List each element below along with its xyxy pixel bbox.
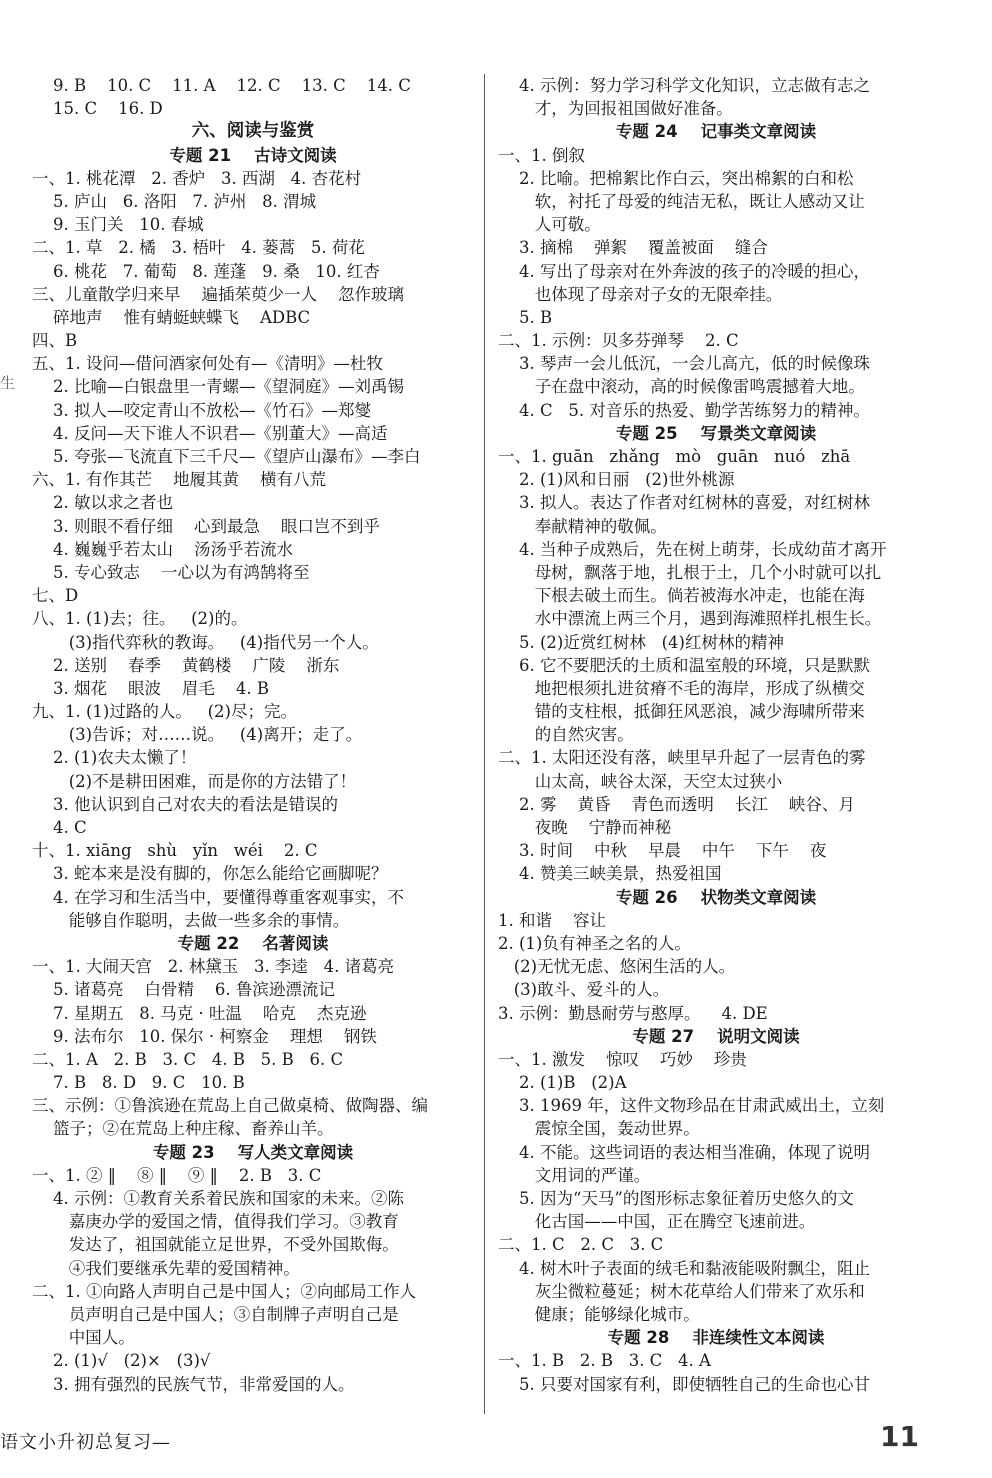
answer-line: 3. 拟人—咬定青山不放松—《竹石》—郑燮: [32, 400, 371, 420]
answer-line: 一、1. B 2. B 3. C 4. A: [498, 1351, 711, 1371]
answer-line: 4. 示例：努力学习科学文化知识，立志做有志之: [498, 76, 870, 95]
answer-line: 2. (1)B (2)A: [498, 1073, 627, 1093]
answer-line: (2)不是耕田困难，而是你的方法错了！: [32, 771, 357, 791]
answer-line: 5. (2)近赏红树林 (4)红树林的精神: [498, 632, 784, 652]
answer-line: 母树，飘落于地，扎根于土，几个小时就可以扎: [498, 562, 882, 582]
section-heading: 专题 27 说明文阅读: [632, 1026, 800, 1046]
answer-line: 3. 琴声一会儿低沉，一会儿高亢，低的时候像珠: [498, 354, 870, 374]
answer-line: 9. 玉门关 10. 春城: [32, 215, 204, 235]
answer-line: 1. 和谐 容让: [498, 910, 606, 930]
answer-line: 的自然灾害。: [498, 725, 634, 745]
answer-line: 4. 巍巍乎若太山 汤汤乎若流水: [32, 539, 293, 559]
answer-line: 4. 赞美三峡美景，热爱祖国: [498, 864, 722, 884]
answer-line: 2. 送别 春季 黄鹤楼 广陵 浙东: [32, 655, 340, 675]
answer-line: 4. 不能。这些词语的表达相当准确，体现了说明: [498, 1142, 870, 1162]
answer-line: 软，衬托了母爱的纯洁无私，既让人感动又让: [498, 191, 865, 211]
answer-line: 2. 比喻—白银盘里一青螺—《望洞庭》—刘禹锡: [32, 377, 404, 397]
answer-line: 2. 比喻。把棉絮比作白云，突出棉絮的白和松: [498, 168, 854, 188]
section-heading: 专题 28 非连续性文本阅读: [607, 1328, 825, 1348]
answer-line: 九、1. (1)过路的人。 (2)尽；完。: [32, 702, 297, 722]
answer-line: 2. 敏以求之者也: [32, 493, 173, 513]
answer-line: (2)无忧无虑、悠闲生活的人。: [498, 957, 736, 977]
answer-line: 7. B 8. D 9. C 10. B: [32, 1073, 245, 1093]
answer-line: 灰尘微粒蔓延；树木花草给人们带来了欢乐和: [498, 1281, 865, 1301]
answer-line: 嘉庚办学的爱国之情，值得我们学习。③教育: [32, 1212, 399, 1232]
margin-glyph: 生: [0, 374, 16, 392]
answer-line: 二、1. 太阳还没有落，峡里早升起了一层青色的雾: [498, 748, 866, 768]
left-column: [32, 74, 474, 1396]
answer-line: 15. C 16. D: [32, 99, 163, 119]
answer-line: 2. 雾 黄昏 青色而透明 长江 峡谷、月: [498, 794, 855, 814]
answer-line: 员声明自己是中国人；③自制牌子声明自己是: [32, 1304, 399, 1324]
answer-line: 3. 时间 中秋 早晨 中午 下午 夜: [498, 841, 827, 861]
answer-line: 4. 在学习和生活当中，要懂得尊重客观事实，不: [32, 887, 404, 907]
answer-line: 能够自作聪明，去做一些多余的事情。: [32, 910, 350, 930]
section-heading: 六、阅读与鉴赏: [191, 121, 315, 142]
answer-line: 7. 星期五 8. 马克 · 吐温 哈克 杰克逊: [32, 1003, 367, 1023]
answer-line: 十、1. xiāng shù yǐn wéi 2. C: [32, 841, 318, 861]
answer-line: 奉献精神的敬佩。: [498, 516, 667, 536]
answer-line: 4. C 5. 对音乐的热爱、勤学苦练努力的精神。: [498, 400, 870, 420]
answer-line: 七、D: [32, 586, 79, 606]
answer-line: 二、1. A 2. B 3. C 4. B 5. B 6. C: [32, 1049, 344, 1069]
answer-line: 文用词的严谨。: [498, 1165, 651, 1185]
answer-line: 四、B: [32, 331, 78, 351]
answer-line: 震惊全国，轰动世界。: [498, 1119, 700, 1139]
answer-line: 水中漂流上两三个月，遇到海滩照样扎根生长。: [498, 609, 882, 629]
answer-line: 子在盘中滚动，高的时候像雷鸣震撼着大地。: [498, 377, 865, 397]
answer-line: 2. (1)负有神圣之名的人。: [498, 933, 691, 953]
answer-line: 9. 法布尔 10. 保尔 · 柯察金 理想 钢铁: [32, 1026, 377, 1046]
page-number: 11: [880, 1420, 919, 1453]
answer-line: 发达了，祖国就能立足世界，不受外国欺侮。: [32, 1235, 399, 1255]
answer-line: 2. (1)农夫太懒了！: [32, 748, 197, 768]
answer-line: 2. (1)√ (2)× (3)√: [32, 1351, 211, 1371]
answer-line: 五、1. 设问—借问酒家何处有—《清明》—杜牧: [32, 354, 383, 374]
answer-line: 3. 蛇本来是没有脚的，你怎么能给它画脚呢？: [32, 864, 388, 884]
answer-line: 4. 写出了母亲对在外奔波的孩子的冷暖的担心，: [498, 261, 870, 281]
section-heading: 专题 21 古诗文阅读: [169, 145, 337, 165]
answer-line: 二、1. ①向路人声明自己是中国人；②向邮局工作人: [32, 1281, 416, 1301]
answer-line: ④我们要继承先辈的爱国精神。: [32, 1258, 300, 1278]
answer-line: 一、1. ② ‖ ⑧ ‖ ⑨ ‖ 2. B 3. C: [32, 1165, 322, 1185]
answer-line: 地把根须扎进贫瘠不毛的海岸，形成了纵横交: [498, 678, 865, 698]
answer-line: 3. 示例：勤恳耐劳与憨厚。 4. DE: [498, 1003, 768, 1023]
answer-line: 5. 夸张—飞流直下三千尺—《望庐山瀑布》—李白: [32, 447, 421, 466]
answer-line: 二、1. C 2. C 3. C: [498, 1235, 664, 1255]
footer-book-title: 语文小升初总复习—: [0, 1432, 171, 1453]
answer-line: 篮子；②在荒岛上种庄稼、畜养山羊。: [32, 1119, 334, 1139]
answer-line: 才，为回报祖国做好准备。: [498, 99, 733, 119]
answer-line: 2. (1)风和日丽 (2)世外桃源: [498, 470, 735, 490]
answer-line: 一、1. 倒叙: [498, 145, 585, 165]
answer-line: 中国人。: [32, 1328, 135, 1348]
right-column: [498, 74, 934, 1396]
section-heading: 专题 22 名著阅读: [177, 933, 329, 953]
answer-line: 5. 因为“天马”的图形标志象征着历史悠久的文: [498, 1189, 854, 1208]
answer-line: 4. 树木叶子表面的绒毛和黏液能吸附飘尘，阻止: [498, 1258, 870, 1278]
answer-line: 错的支柱根，抵御狂风恶浪，减少海啸所带来: [498, 702, 865, 722]
answer-line: 9. B 10. C 11. A 12. C 13. C 14. C: [32, 76, 411, 95]
answer-line: 5. 专心致志 一心以为有鸿鹄将至: [32, 562, 310, 582]
answer-line: 一、1. 激发 惊叹 巧妙 珍贵: [498, 1049, 747, 1069]
answer-line: 4. C: [32, 818, 87, 837]
answer-line: 山太高，峡谷太深，天空太过狭小: [498, 771, 783, 791]
column-divider: [484, 74, 485, 1414]
answer-line: 3. 他认识到自己对农夫的看法是错误的: [32, 794, 338, 814]
section-heading: 专题 23 写人类文章阅读: [152, 1142, 354, 1162]
answer-line: 4. 反问—天下谁人不识君—《别董大》—高适: [32, 423, 388, 443]
answer-line: 三、示例：①鲁滨逊在荒岛上自己做桌椅、做陶器、编: [32, 1096, 428, 1116]
answer-line: 6. 它不要肥沃的土质和温室般的环境，只是默默: [498, 655, 870, 675]
answer-line: 夜晚 宁静而神秘: [498, 818, 672, 837]
answer-line: 4. 示例：①教育关系着民族和国家的未来。②陈: [32, 1189, 404, 1208]
answer-line: 3. 则眼不看仔细 心到最急 眼口岂不到乎: [32, 516, 380, 536]
answer-line: 3. 烟花 眼波 眉毛 4. B: [32, 678, 270, 698]
answer-line: 4. 当种子成熟后，先在树上萌芽，长成幼苗才离开: [498, 539, 887, 559]
answer-line: 人可敬。: [498, 215, 601, 235]
answer-line: 碎地声 惟有蜻蜓蛱蝶飞 ADBC: [32, 307, 311, 327]
section-heading: 专题 25 写景类文章阅读: [615, 423, 817, 443]
section-heading: 专题 26 状物类文章阅读: [615, 887, 817, 907]
answer-line: 3. 1969 年，这件文物珍品在甘肃武威出土，立刻: [498, 1096, 885, 1116]
answer-line: 下根去破土而生。倘若被海水冲走，也能在海: [498, 586, 865, 606]
answer-line: 一、1. guān zhǎng mò guān nuó zhā: [498, 447, 851, 466]
answer-line: 一、1. 桃花潭 2. 香炉 3. 西湖 4. 杏花村: [32, 168, 362, 188]
answer-line: 5. 庐山 6. 洛阳 7. 泸州 8. 渭城: [32, 191, 317, 211]
answer-line: 一、1. 大闹天宫 2. 林黛玉 3. 李逵 4. 诸葛亮: [32, 957, 395, 977]
answer-line: 二、1. 草 2. 橘 3. 梧叶 4. 蒌蒿 5. 荷花: [32, 238, 365, 258]
answer-line: (3)告诉；对……说。 (4)离开；走了。: [32, 725, 363, 745]
answer-line: 二、1. 示例：贝多芬弹琴 2. C: [498, 331, 739, 351]
answer-line: 健康；能够绿化城市。: [498, 1304, 700, 1324]
answer-line: 5. 诸葛亮 白骨精 6. 鲁滨逊漂流记: [32, 980, 335, 1000]
answer-line: 3. 摘棉 弹絮 覆盖被面 缝合: [498, 238, 768, 258]
answer-line: 3. 拟人。表达了作者对红树林的喜爱，对红树林: [498, 493, 870, 513]
answer-line: 也体现了母亲对子女的无限牵挂。: [498, 284, 783, 304]
answer-line: 六、1. 有作其芒 地履其黄 横有八荒: [32, 470, 326, 490]
section-heading: 专题 24 记事类文章阅读: [615, 122, 817, 142]
answer-line: 化古国——中国，正在腾空飞速前进。: [498, 1212, 816, 1232]
answer-line: 5. B: [498, 307, 553, 327]
answer-line: 八、1. (1)去；往。 (2)的。: [32, 609, 248, 629]
answer-line: 三、儿童散学归来早 遍插茱萸少一人 忽作玻璃: [32, 284, 404, 304]
answer-line: 5. 只要对国家有利，即使牺牲自己的生命也心甘: [498, 1374, 870, 1394]
answer-line: 6. 桃花 7. 葡萄 8. 莲蓬 9. 桑 10. 红杏: [32, 261, 380, 281]
answer-line: (3)指代弈秋的教诲。 (4)指代另一个人。: [32, 632, 379, 652]
answer-line: (3)敢斗、爱斗的人。: [498, 980, 670, 1000]
answer-line: 3. 拥有强烈的民族气节，非常爱国的人。: [32, 1374, 355, 1394]
